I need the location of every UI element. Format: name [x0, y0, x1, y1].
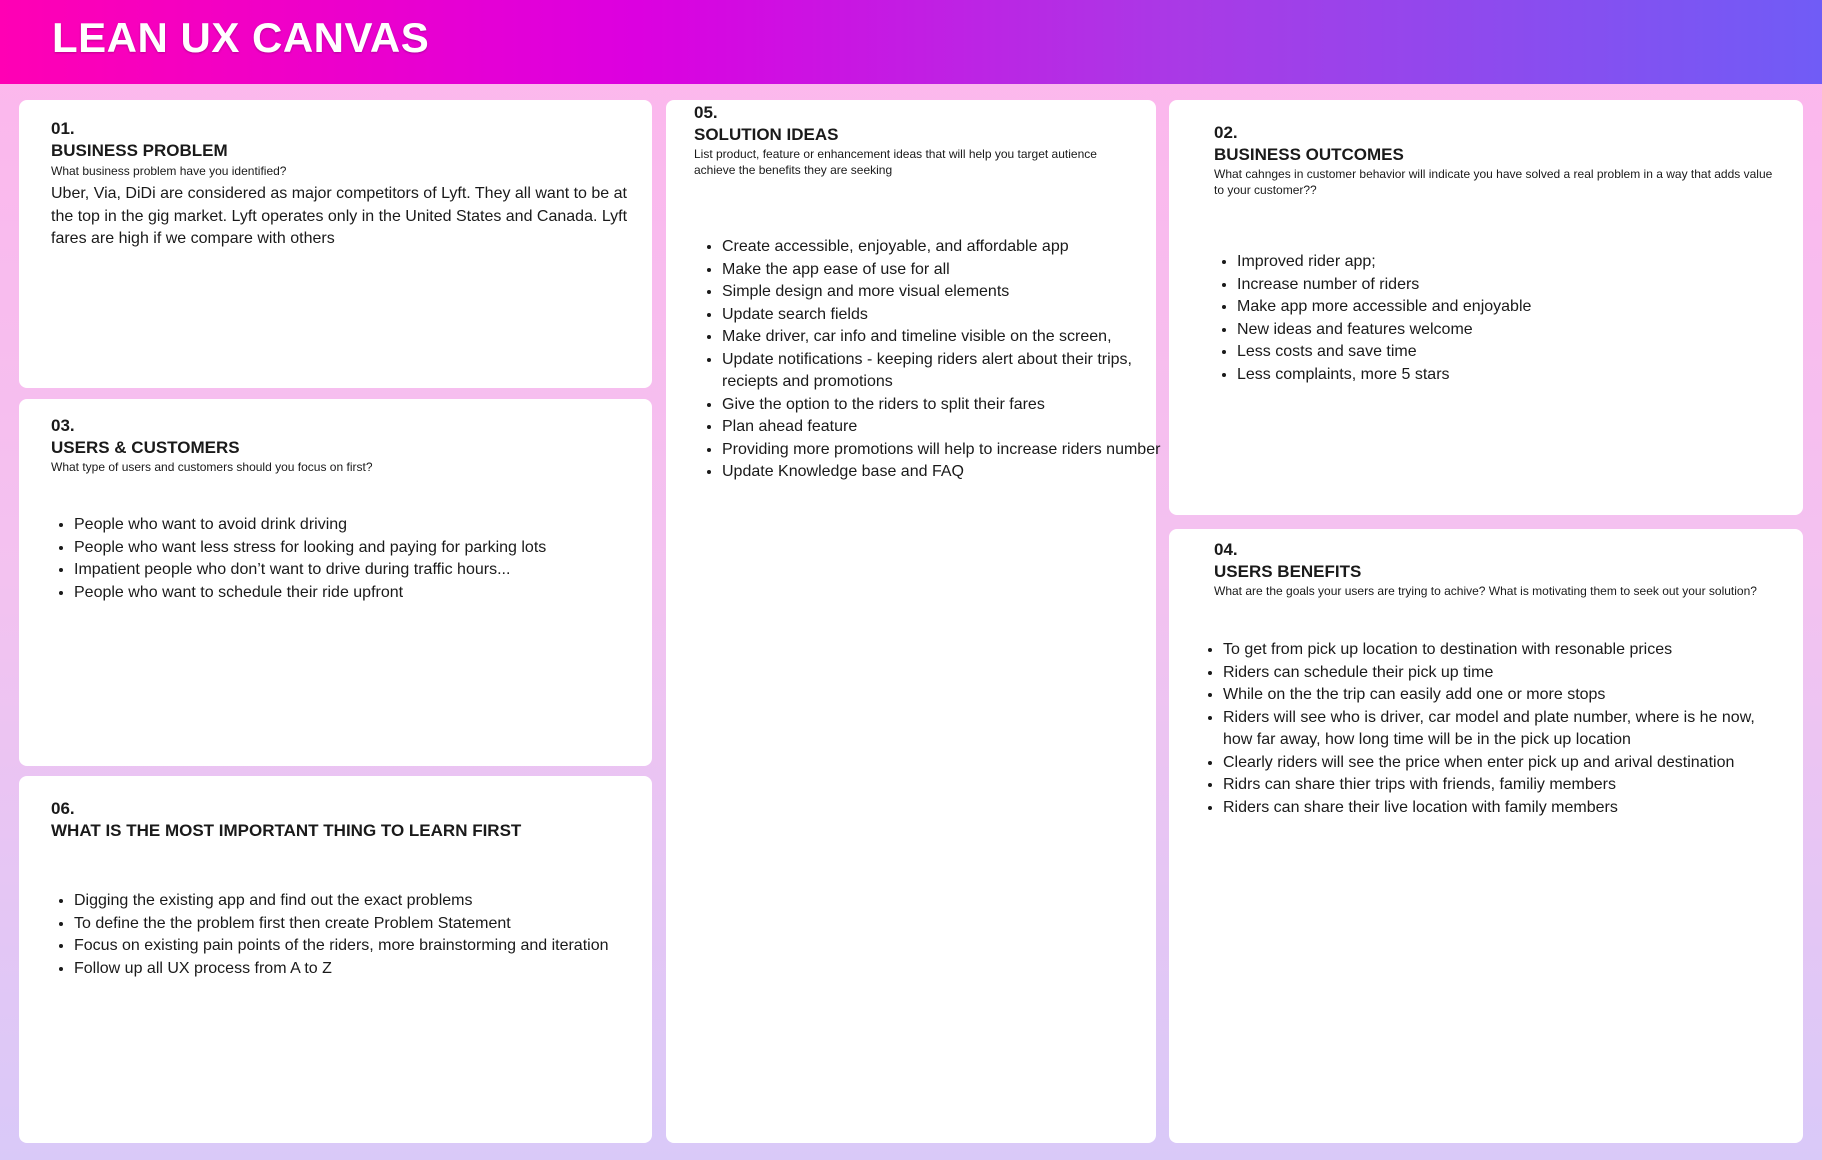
list-item: • Update search fields: [722, 304, 1162, 327]
business-outcomes-list: [1214, 251, 1803, 386]
list-item: • Increase number of riders: [1237, 274, 1803, 297]
header-bar: [0, 0, 1822, 84]
list-item: • Ridrs can share thier trips with friends, familiy members: [1223, 774, 1783, 797]
list-item: • Clearly riders will see the price when enter pick up and arival destination: [1223, 752, 1783, 775]
list-item: • New ideas and features welcome: [1237, 319, 1803, 342]
list-item: • Digging the existing app and find out the exact problems: [74, 890, 634, 913]
section-number: 03.: [51, 416, 75, 435]
list-item: • Focus on existing pain points of the riders, more brainstorming and iteration: [74, 935, 634, 958]
list-item: • Make driver, car info and timeline visible on the screen,: [722, 326, 1162, 349]
learn-first-list: [51, 890, 634, 980]
list-item: • Less costs and save time: [1237, 341, 1803, 364]
section-prompt: List product, feature or enhancement ideas that will help you target autience achieve the benefits they are seeking: [694, 147, 1097, 177]
list-item: • Riders can share their live location with family members: [1223, 797, 1783, 820]
section-prompt: What cahnges in customer behavior will indicate you have solved a real problem in a way that adds value to your customer??: [1214, 167, 1773, 197]
users-benefits-list: [1214, 639, 1783, 819]
users-benefits-card: [1169, 529, 1803, 1143]
users-customers-list: [51, 514, 652, 604]
list-item: • Follow up all UX process from A to Z: [74, 958, 634, 981]
section-title: USERS BENEFITS: [1214, 562, 1362, 581]
section-title: BUSINESS OUTCOMES: [1214, 145, 1404, 164]
list-item: • Make the app ease of use for all: [722, 259, 1162, 282]
business-problem-text: Uber, Via, DiDi are considered as major competitors of Lyft. They all want to be at the top in the gig market. Lyft operates only in the United States and Canada. Lyft fares are high if we compare with others: [51, 185, 628, 247]
list-item: • People who want less stress for looking and paying for parking lots: [74, 537, 652, 560]
section-number: 02.: [1214, 123, 1238, 142]
users-customers-card: [19, 399, 652, 766]
list-item: • Plan ahead feature: [722, 416, 1162, 439]
list-item: • Riders can schedule their pick up time: [1223, 662, 1783, 685]
section-number: 06.: [51, 799, 75, 818]
list-item: • Providing more promotions will help to increase riders number: [722, 439, 1162, 462]
section-number: 04.: [1214, 540, 1238, 559]
list-item: • People who want to schedule their ride upfront: [74, 582, 652, 605]
list-item: • Make app more accessible and enjoyable: [1237, 296, 1803, 319]
section-prompt: What type of users and customers should you focus on first?: [51, 460, 373, 474]
solution-ideas-list: [694, 236, 1162, 484]
section-title: BUSINESS PROBLEM: [51, 141, 228, 160]
solution-ideas-card: [666, 100, 1161, 1143]
list-item: • Improved rider app;: [1237, 251, 1803, 274]
list-item: • Update notifications - keeping riders alert about their trips, reciepts and promotions: [722, 349, 1162, 394]
learn-first-card: [19, 776, 652, 1143]
page-title: LEAN UX CANVAS: [52, 14, 430, 61]
section-prompt: What are the goals your users are trying to achive? What is motivating them to seek out your solution?: [1214, 584, 1757, 598]
section-title: WHAT IS THE MOST IMPORTANT THING TO LEARN FIRST: [51, 821, 522, 840]
business-problem-card: [19, 100, 652, 388]
list-item: • While on the the trip can easily add one or more stops: [1223, 684, 1783, 707]
section-title: USERS & CUSTOMERS: [51, 438, 240, 457]
list-item: • Update Knowledge base and FAQ: [722, 461, 1162, 484]
section-number: 01.: [51, 119, 75, 138]
list-item: • Riders will see who is driver, car model and plate number, where is he now, how far away, how long time will be in the pick up location: [1223, 707, 1783, 752]
list-item: • Simple design and more visual elements: [722, 281, 1162, 304]
section-number: 05.: [694, 103, 718, 122]
list-item: • People who want to avoid drink driving: [74, 514, 652, 537]
list-item: • Give the option to the riders to split their fares: [722, 394, 1162, 417]
list-item: • Less complaints, more 5 stars: [1237, 364, 1803, 387]
list-item: • To get from pick up location to destination with resonable prices: [1223, 639, 1783, 662]
list-item: • Impatient people who don’t want to drive during traffic hours...: [74, 559, 652, 582]
list-item: • Create accessible, enjoyable, and affordable app: [722, 236, 1162, 259]
section-title: SOLUTION IDEAS: [694, 125, 839, 144]
list-item: • To define the the problem first then create Problem Statement: [74, 913, 634, 936]
business-outcomes-card: [1169, 100, 1803, 515]
section-prompt: What business problem have you identified?: [51, 164, 287, 178]
